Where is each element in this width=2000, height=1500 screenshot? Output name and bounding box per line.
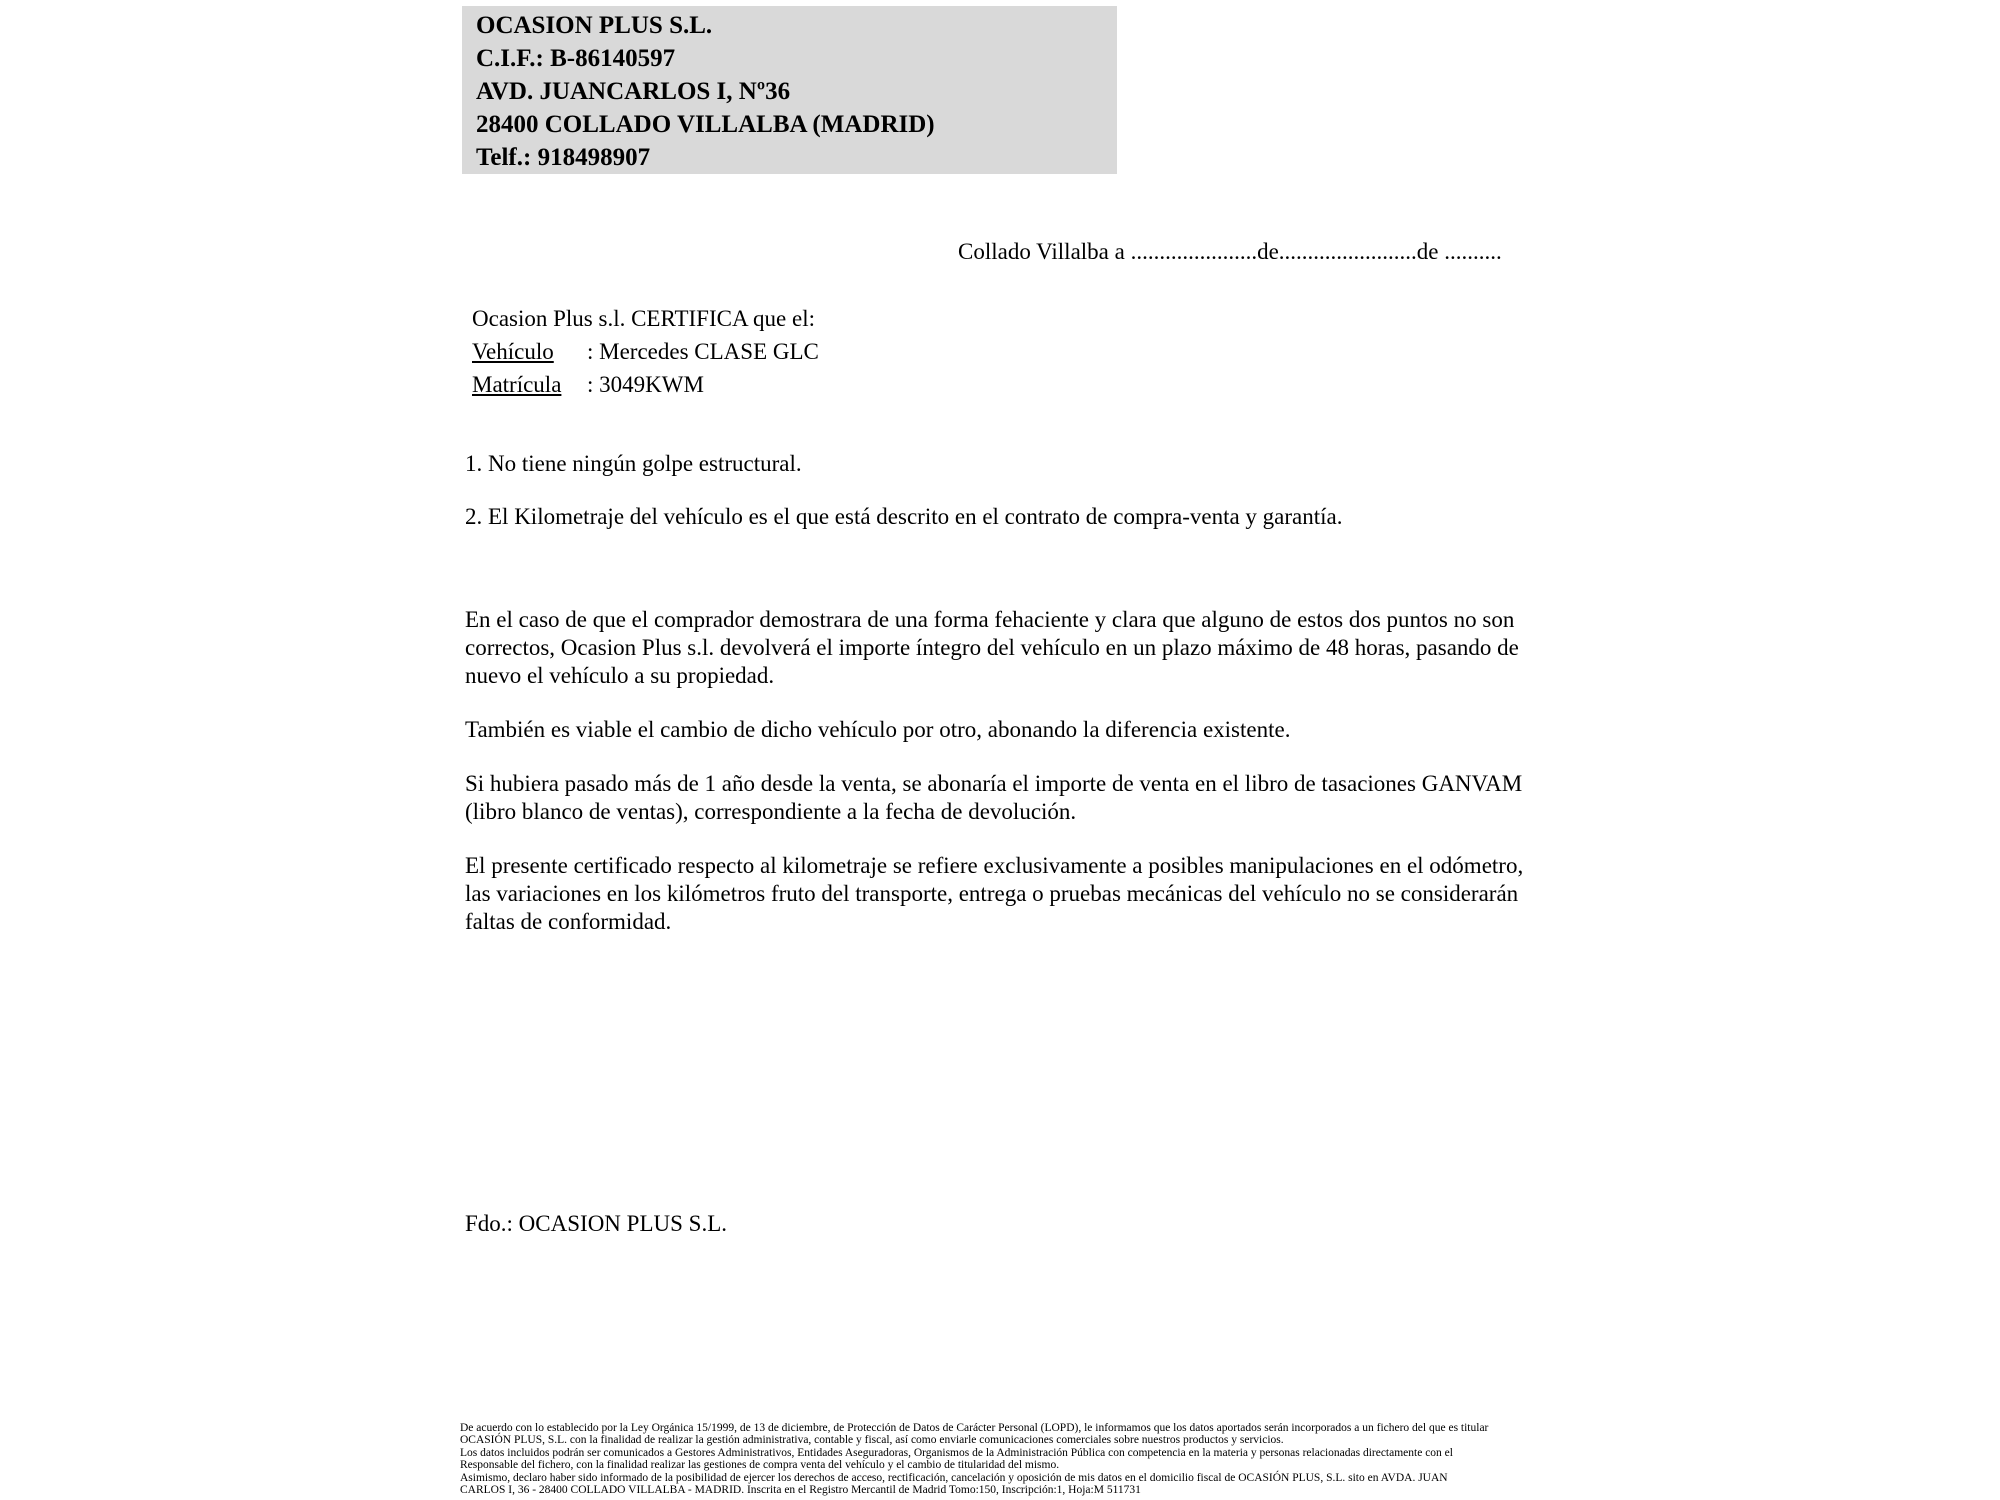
vehicle-value: : Mercedes CLASE GLC	[587, 339, 819, 364]
legal-footer	[460, 1422, 1560, 1496]
certification-block	[472, 302, 819, 401]
company-address: AVD. JUANCARLOS I, Nº36	[476, 78, 791, 105]
points-list	[465, 450, 1555, 556]
company-header-box	[462, 6, 1117, 174]
company-city: 28400 COLLADO VILLALBA (MADRID)	[476, 111, 935, 138]
signature-line: Fdo.: OCASION PLUS S.L.	[465, 1211, 727, 1236]
footer-line-lopd: De acuerdo con lo establecido por la Ley Orgánica 15/1999, de 13 de diciembre, de Protección de Datos de Carácter Personal (LOPD), le informamos que los datos aportados serán incorporados a un fichero del que es titular	[460, 1422, 1489, 1434]
footer-line-registry: CARLOS I, 36 - 28400 COLLADO VILLALBA - MADRID. Inscrita en el Registro Mercantil de Madrid Tomo:150, Inscripción:1, Hoja:M 511731	[460, 1484, 1141, 1497]
point-structural: 1. No tiene ningún golpe estructural.	[465, 451, 802, 476]
paragraph-ganvam: Si hubiera pasado más de 1 año desde la venta, se abonaría el importe de venta en el libro de tasaciones GANVAM (libro blanco de ventas), correspondiente a la fecha de devolución.	[465, 771, 1523, 824]
paragraph-exchange: También es viable el cambio de dicho vehículo por otro, abonando la diferencia existente.	[465, 717, 1291, 742]
terms-paragraphs	[465, 606, 1537, 962]
paragraph-refund: En el caso de que el comprador demostrara de una forma fehaciente y clara que alguno de estos dos puntos no son correctos, Ocasion Plus s.l. devolverá el importe íntegro del vehículo en un plazo máximo de 48 horas, pasando de nuevo el vehículo a su propiedad.	[465, 607, 1519, 688]
plate-field	[472, 368, 819, 401]
plate-label: Matrícula	[472, 372, 562, 397]
vehicle-label: Vehículo	[472, 339, 554, 364]
company-phone: Telf.: 918498907	[476, 144, 651, 171]
paragraph-odometer: El presente certificado respecto al kilometraje se refiere exclusivamente a posibles manipulaciones en el odómetro, las variaciones en los kilómetros fruto del transporte, entrega o pruebas mecánicas del vehículo no se considerarán faltas de conformidad.	[465, 853, 1524, 934]
footer-line-purpose: OCASIÓN PLUS, S.L. con la finalidad de realizar la gestión administrativa, contable y fiscal, así como enviarle comunicaciones comerciales sobre nuestros productos y servicios.	[460, 1434, 1284, 1447]
plate-value: : 3049KWM	[587, 372, 704, 397]
company-cif: C.I.F.: B-86140597	[476, 45, 676, 72]
date-line: Collado Villalba a ......................de........................de ..........	[958, 239, 1502, 264]
footer-line-rights: Asimismo, declaro haber sido informado de la posibilidad de ejercer los derechos de acceso, rectificación, cancelación y oposición de mis datos en el domicilio fiscal de OCASIÓN PLUS, S.L. sito en AVDA. JUAN	[460, 1471, 1448, 1484]
company-name: OCASION PLUS S.L.	[476, 12, 713, 39]
point-mileage: 2. El Kilometraje del vehículo es el que está descrito en el contrato de compra-venta y garantía.	[465, 504, 1343, 529]
footer-line-disclosure: Los datos incluidos podrán ser comunicados a Gestores Administrativos, Entidades Aseguradoras, Organismos de la Administración Pública con competencia en la materia y personas relacionadas directamente con el	[460, 1446, 1453, 1459]
certification-title: Ocasion Plus s.l. CERTIFICA que el:	[472, 306, 815, 331]
footer-line-responsible: Responsable del fichero, con la finalidad realizar las gestiones de compra venta del vehículo y el cambio de titularidad del mismo.	[460, 1459, 1060, 1472]
vehicle-field	[472, 335, 819, 368]
